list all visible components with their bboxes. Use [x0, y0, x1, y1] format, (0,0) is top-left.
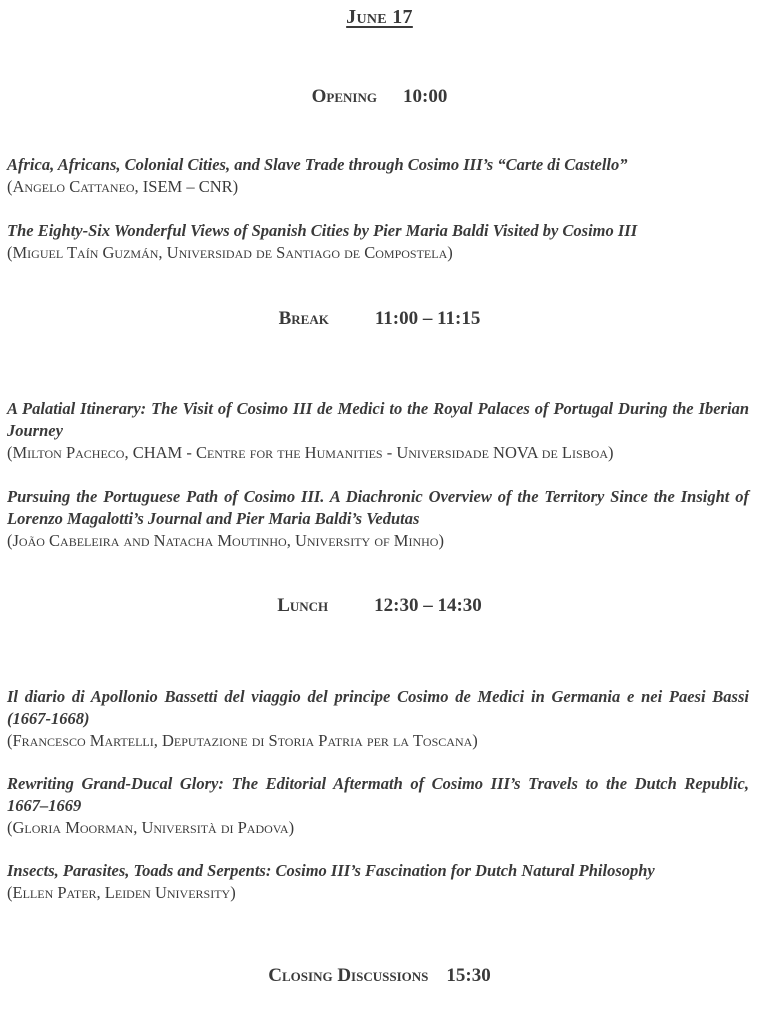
talk-title: Il diario di Apollonio Bassetti del viaggio del principe Cosimo de Medici in Germania e nei Paesi Bassi (1667-1668) — [7, 687, 749, 728]
session-time: 15:30 — [446, 965, 491, 986]
talk-speaker: (Ellen Pater, Leiden University) — [7, 883, 236, 902]
talk-item — [7, 154, 749, 198]
session-label: Break — [278, 308, 329, 329]
talk-speaker: (Miguel Taín Guzmán, Universidad de Santiago de Compostela) — [7, 243, 453, 262]
session-label: Lunch — [277, 595, 329, 616]
session-opening — [0, 86, 759, 108]
session-lunch — [0, 595, 759, 617]
session-label: Closing Discussions — [268, 965, 429, 986]
talk-title: The Eighty-Six Wonderful Views of Spanish Cities by Pier Maria Baldi Visited by Cosimo III — [7, 221, 638, 240]
session-time: 10:00 — [403, 86, 448, 107]
session-label: Opening — [311, 86, 377, 107]
talk-title: Insects, Parasites, Toads and Serpents: Cosimo III’s Fascination for Dutch Natural Philosophy — [7, 861, 655, 880]
talk-speaker: (Milton Pacheco, CHAM - Centre for the Humanities - Universidade NOVA de Lisboa) — [7, 443, 614, 462]
talk-speaker: (João Cabeleira and Natacha Moutinho, University of Minho) — [7, 531, 444, 550]
talk-title: Rewriting Grand-Ducal Glory: The Editorial Aftermath of Cosimo III’s Travels to the Dutch Republic, 1667–1669 — [7, 774, 749, 815]
talk-item — [7, 773, 749, 839]
talk-item — [7, 398, 749, 464]
talk-title: Pursuing the Portuguese Path of Cosimo III. A Diachronic Overview of the Territory Since the Insight of Lorenzo Magalotti’s Journal and Pier Maria Baldi’s Vedutas — [7, 487, 749, 528]
session-break — [0, 308, 759, 330]
session-closing — [0, 965, 759, 987]
talk-title: A Palatial Itinerary: The Visit of Cosimo III de Medici to the Royal Palaces of Portugal During the Iberian Journey — [7, 399, 749, 440]
talk-speaker: (Gloria Moorman, Università di Padova) — [7, 818, 295, 837]
program-date: June 17 — [346, 6, 413, 28]
session-time: 11:00 – 11:15 — [374, 308, 481, 329]
talk-title: Africa, Africans, Colonial Cities, and Slave Trade through Cosimo III’s “Carte di Castello” — [7, 155, 628, 174]
talk-item — [7, 220, 749, 264]
talk-item — [7, 860, 749, 904]
talk-item — [7, 486, 749, 552]
session-time: 12:30 – 14:30 — [374, 595, 482, 616]
talk-speaker: (Angelo Cattaneo, ISEM – CNR) — [7, 177, 239, 196]
talk-speaker: (Francesco Martelli, Deputazione di Storia Patria per la Toscana) — [7, 731, 478, 750]
talk-item — [7, 686, 749, 752]
